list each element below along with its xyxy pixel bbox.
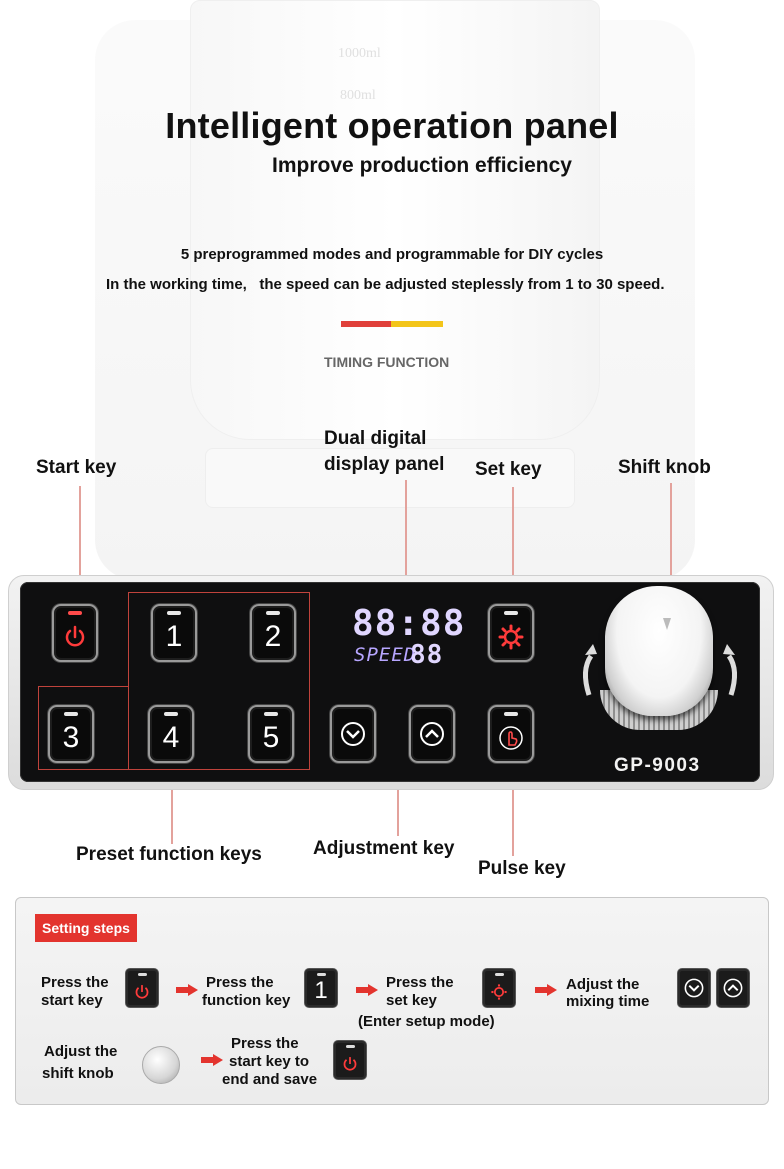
step4-line2: mixing time — [566, 993, 650, 1010]
preset-led-1 — [167, 611, 181, 615]
step3-line2: set key — [386, 992, 437, 1009]
step4-down-key — [677, 968, 711, 1008]
model-number: GP-9003 — [614, 755, 701, 776]
step2-led — [317, 973, 326, 976]
step2-function-key — [304, 968, 338, 1008]
chevron-down-icon — [683, 977, 705, 999]
step6-line2: start key to — [229, 1053, 310, 1070]
start-led — [68, 611, 82, 615]
gear-icon — [498, 624, 524, 650]
setting-steps-tag: Setting steps — [35, 914, 137, 942]
preset-key-5-label: 5 — [262, 721, 280, 754]
step1-led — [138, 973, 147, 976]
callout-start-key: Start key — [36, 457, 117, 478]
callout-display-line1: Dual digital — [324, 428, 427, 449]
step6-line3: end and save — [222, 1071, 318, 1088]
pulse-key[interactable] — [488, 705, 534, 763]
shift-knob[interactable] — [605, 586, 713, 716]
chevron-down-icon — [339, 720, 367, 748]
set-key[interactable] — [488, 604, 534, 662]
callout-preset-keys: Preset function keys — [76, 844, 262, 865]
preset-key-3-label: 3 — [62, 721, 80, 754]
preset-key-2-label: 2 — [264, 620, 282, 653]
preset-key-1-label: 1 — [165, 620, 183, 653]
adjust-up-key[interactable] — [409, 705, 455, 763]
step4-up-key — [716, 968, 750, 1008]
step3-set-key — [482, 968, 516, 1008]
callout-display-line2: display panel — [324, 454, 445, 475]
start-key[interactable] — [52, 604, 98, 662]
preset-key-3[interactable] — [48, 705, 94, 763]
step3-line1: Press the — [386, 974, 454, 991]
set-led — [504, 611, 518, 615]
step3-line3: (Enter setup mode) — [358, 1013, 495, 1030]
knob-pointer-icon — [663, 618, 671, 630]
step-arrow-2 — [356, 984, 378, 996]
pulse-touch-icon — [497, 724, 525, 752]
feature-line-2: In the working time, the speed can be adjusted steplessly from 1 to 30 speed. — [106, 276, 665, 293]
step1-line1: Press the — [41, 974, 109, 991]
preset-key-5[interactable] — [248, 705, 294, 763]
gear-icon — [490, 983, 508, 1001]
preset-key-1[interactable] — [151, 604, 197, 662]
preset-key-4-label: 4 — [162, 721, 180, 754]
display-time: 88:88 — [352, 603, 466, 644]
step-arrow-3 — [535, 984, 557, 996]
chevron-up-icon — [418, 720, 446, 748]
step5-knob — [142, 1046, 180, 1084]
step6-start-key — [333, 1040, 367, 1080]
preset-key-2[interactable] — [250, 604, 296, 662]
preset-led-4 — [164, 712, 178, 716]
step1-line2: start key — [41, 992, 103, 1009]
display-speed-label: SPEED — [354, 644, 417, 666]
leader-shift-knob — [670, 483, 672, 587]
power-icon — [62, 624, 88, 650]
preset-led-2 — [266, 611, 280, 615]
step5-line1: Adjust the — [44, 1043, 118, 1060]
step2-key-label: 1 — [314, 977, 328, 1004]
background-jar — [190, 0, 600, 440]
jar-marking-mid: 800ml — [340, 88, 376, 103]
preset-led-5 — [264, 712, 278, 716]
callout-set-key: Set key — [475, 459, 542, 480]
chevron-up-icon — [722, 977, 744, 999]
callout-adjustment-key: Adjustment key — [313, 838, 455, 859]
step6-led — [346, 1045, 355, 1048]
power-icon — [341, 1055, 359, 1073]
adjust-down-key[interactable] — [330, 705, 376, 763]
jar-marking-top: 1000ml — [338, 46, 381, 61]
preset-key-4[interactable] — [148, 705, 194, 763]
leader-adjust-down — [397, 784, 399, 836]
step4-line1: Adjust the — [566, 976, 640, 993]
pulse-led — [504, 712, 518, 716]
page-title: Intelligent operation panel — [165, 105, 619, 146]
timing-function-label: TIMING FUNCTION — [324, 354, 450, 370]
step-arrow-1 — [176, 984, 198, 996]
step3-led — [495, 973, 504, 976]
preset-led-3 — [64, 712, 78, 716]
callout-shift-knob: Shift knob — [618, 457, 711, 478]
callout-pulse-key: Pulse key — [478, 858, 566, 879]
step6-line1: Press the — [231, 1035, 299, 1052]
step2-line1: Press the — [206, 974, 274, 991]
preset-region-step — [38, 686, 129, 687]
step2-line2: function key — [202, 992, 291, 1009]
step1-start-key — [125, 968, 159, 1008]
step5-line2: shift knob — [42, 1065, 114, 1082]
page-subtitle: Improve production efficiency — [272, 154, 572, 177]
power-icon — [133, 983, 151, 1001]
step-arrow-5 — [201, 1054, 223, 1066]
divider-red — [341, 321, 391, 327]
divider-yellow — [391, 321, 443, 327]
display-speed-value: 88 — [410, 640, 444, 670]
feature-line-1: 5 preprogrammed modes and programmable for DIY cycles — [180, 246, 604, 263]
